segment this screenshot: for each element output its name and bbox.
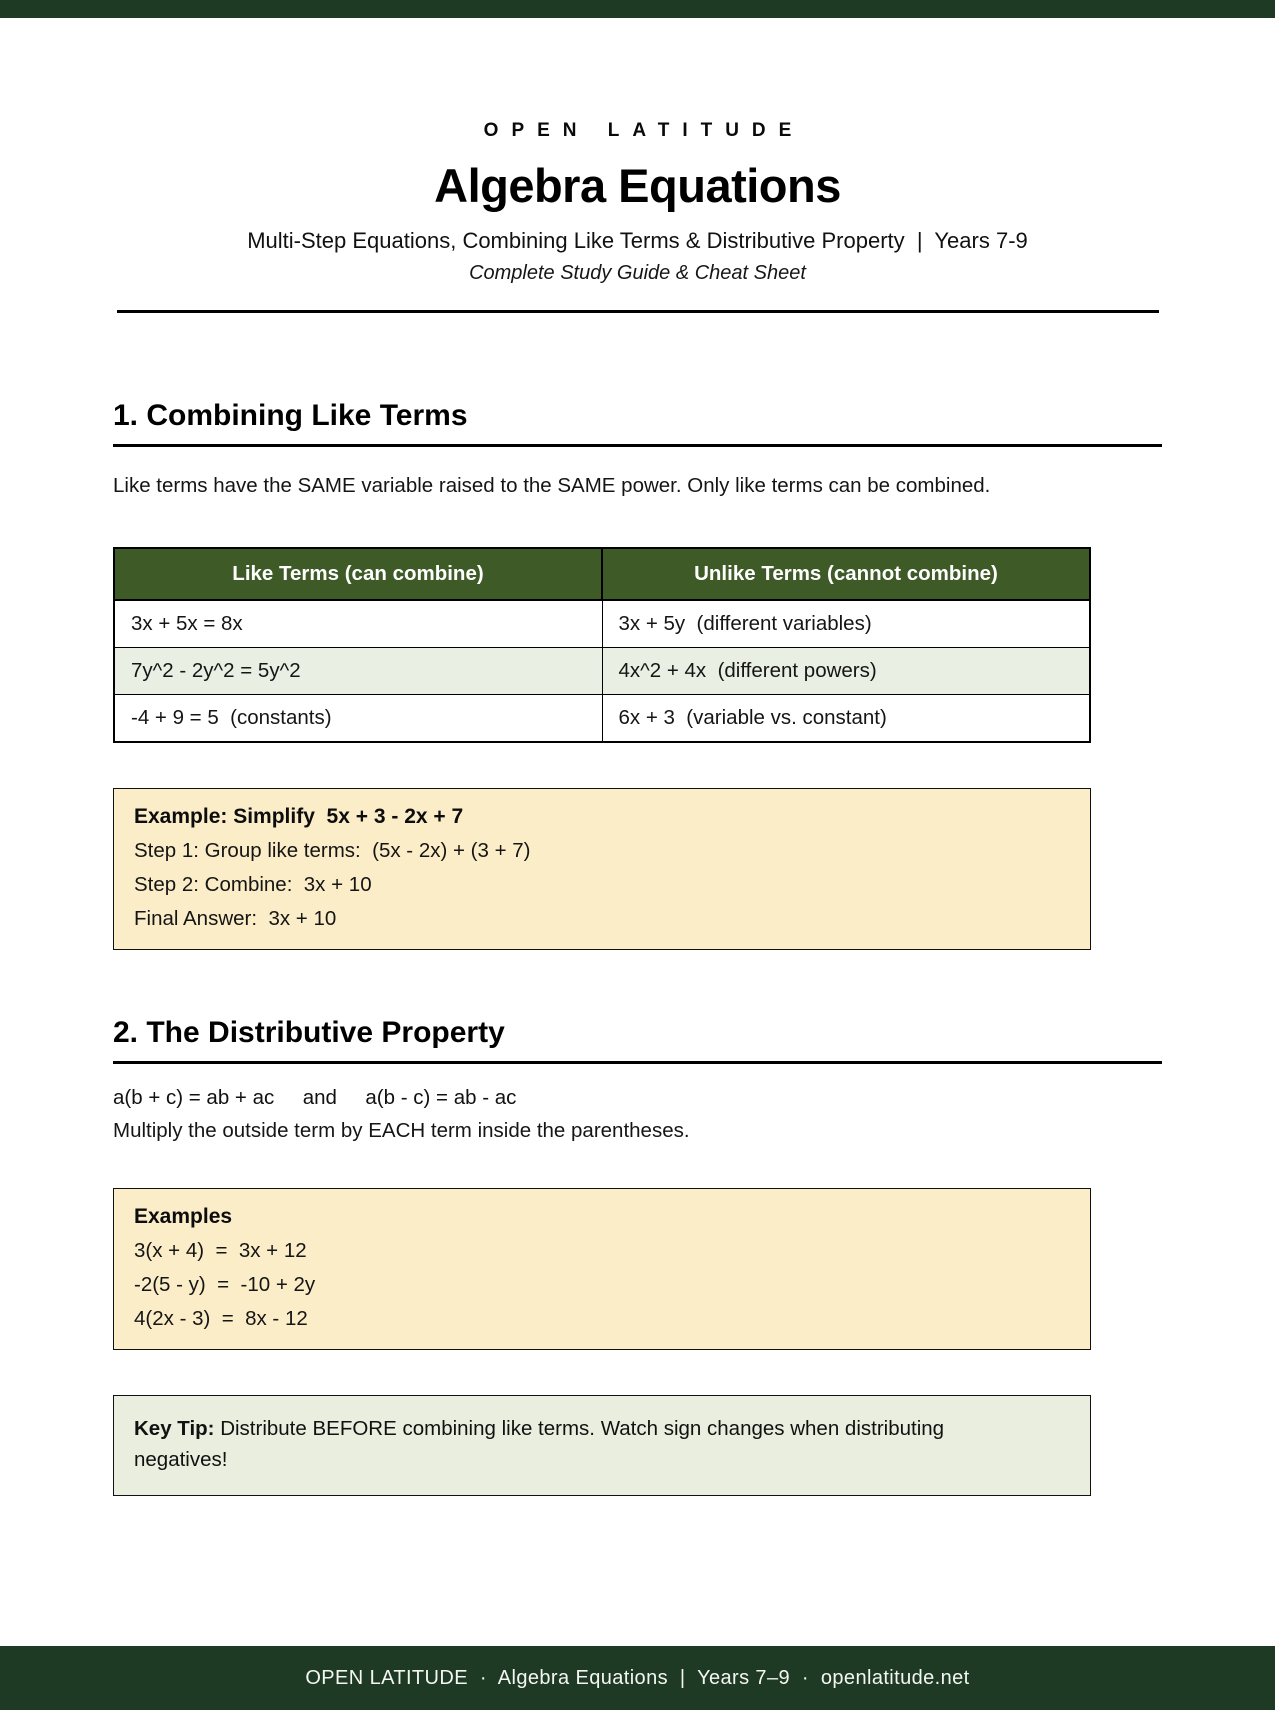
- table-cell: -4 + 9 = 5 (constants): [114, 694, 602, 742]
- footer-text: OPEN LATITUDE · Algebra Equations | Years 7–9 · openlatitude.net: [305, 1666, 970, 1689]
- footer-bar: [0, 1646, 1275, 1710]
- section-2-heading: 2. The Distributive Property: [113, 1015, 505, 1049]
- example-step-2: Step 2: Combine: 3x + 10: [134, 872, 372, 896]
- like-terms-table: [113, 547, 1091, 743]
- page-subtitle: Multi-Step Equations, Combining Like Terms & Distributive Property | Years 7-9: [247, 228, 1028, 253]
- table-row: [114, 647, 1090, 694]
- section-1-heading: 1. Combining Like Terms: [113, 399, 468, 432]
- section-1-divider: [113, 444, 1162, 447]
- table-header-row: [114, 548, 1090, 600]
- page-tagline: Complete Study Guide & Cheat Sheet: [469, 262, 806, 284]
- key-tip-box: [113, 1395, 1091, 1497]
- section-1-intro: Like terms have the SAME variable raised to the SAME power. Only like terms can be combined.: [113, 474, 991, 497]
- table-cell: 3x + 5x = 8x: [114, 600, 602, 648]
- table-cell: 6x + 3 (variable vs. constant): [602, 694, 1090, 742]
- key-tip-label: Key Tip:: [134, 1416, 215, 1440]
- example-title: Example: Simplify 5x + 3 - 2x + 7: [134, 804, 464, 828]
- example-final-answer: Final Answer: 3x + 10: [134, 906, 337, 930]
- distributive-formula: a(b + c) = ab + ac and a(b - c) = ab - ac: [113, 1085, 517, 1109]
- example-equation-2: -2(5 - y) = -10 + 2y: [134, 1272, 316, 1296]
- header-divider: [117, 310, 1159, 313]
- section-combining-like-terms: [113, 399, 1275, 950]
- top-accent-bar: [0, 0, 1275, 18]
- table-row: [114, 694, 1090, 742]
- table-header-like-terms: Like Terms (can combine): [114, 548, 602, 600]
- document-header: [0, 0, 1275, 313]
- section-distributive-property: [113, 1016, 1275, 1497]
- example-step-1: Step 1: Group like terms: (5x - 2x) + (3 + 7): [134, 838, 531, 862]
- table-row: [114, 600, 1090, 648]
- brand-name: OPEN LATITUDE: [483, 120, 805, 141]
- table-cell: 7y^2 - 2y^2 = 5y^2: [114, 647, 602, 694]
- example-equation-3: 4(2x - 3) = 8x - 12: [134, 1306, 308, 1330]
- example-equation-1: 3(x + 4) = 3x + 12: [134, 1238, 307, 1262]
- examples-box-distributive: [113, 1188, 1091, 1350]
- table-header-unlike-terms: Unlike Terms (cannot combine): [602, 548, 1090, 600]
- page-title: Algebra Equations: [434, 159, 841, 212]
- table-cell: 3x + 5y (different variables): [602, 600, 1090, 648]
- table-cell: 4x^2 + 4x (different powers): [602, 647, 1090, 694]
- examples-title: Examples: [134, 1204, 233, 1228]
- page-content: [0, 399, 1275, 1496]
- key-tip-text: [134, 1414, 1039, 1476]
- section-2-divider: [113, 1061, 1162, 1064]
- example-box-simplify: [113, 788, 1091, 950]
- key-tip-body: Distribute BEFORE combining like terms. Watch sign changes when distributing negatives!: [134, 1416, 950, 1471]
- distributive-note: Multiply the outside term by EACH term inside the parentheses.: [113, 1118, 690, 1142]
